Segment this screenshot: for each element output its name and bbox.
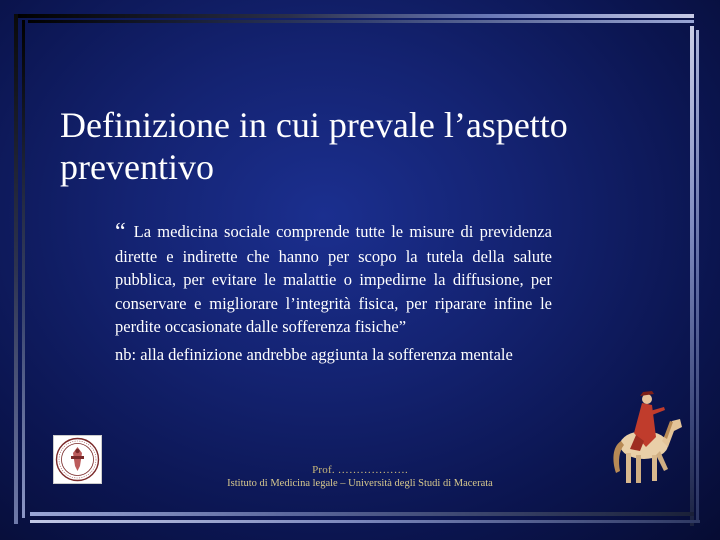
university-seal-icon xyxy=(53,435,102,484)
definition-text: La medicina sociale comprende tutte le misure di previdenza dirette e indirette che hanno per scopo la tutela della salute pubblica, per evitare le malattie o impedirne la diffusione, per conservare e migliorare l’integrità fisica, per riparare infine le perdite occasionate dalle sofferenza fisiche” xyxy=(115,222,552,336)
frame-bar-left-outer xyxy=(14,14,18,524)
footer-institute: Istituto di Medicina legale – Università degli Studi di Macerata xyxy=(227,478,493,489)
frame-bar-bottom-outer xyxy=(30,512,694,516)
frame-bar-right-outer xyxy=(690,26,694,526)
frame-bar-top-inner xyxy=(28,20,694,23)
note-paragraph: nb: alla definizione andrebbe aggiunta la sofferenza mentale xyxy=(115,344,513,364)
frame-bar-bottom-inner xyxy=(30,520,700,523)
footer-professor: Prof. ………………. xyxy=(312,464,408,476)
horse-rider-icon xyxy=(606,385,686,497)
definition-paragraph xyxy=(115,220,552,339)
frame-bar-left-inner xyxy=(22,20,25,518)
frame-bar-right-inner xyxy=(696,30,699,520)
slide-title: Definizione in cui prevale l’aspetto preventivo xyxy=(60,105,568,187)
opening-quote: “ xyxy=(115,219,126,245)
frame-bar-top-outer xyxy=(18,14,694,18)
slide-body xyxy=(115,220,552,370)
